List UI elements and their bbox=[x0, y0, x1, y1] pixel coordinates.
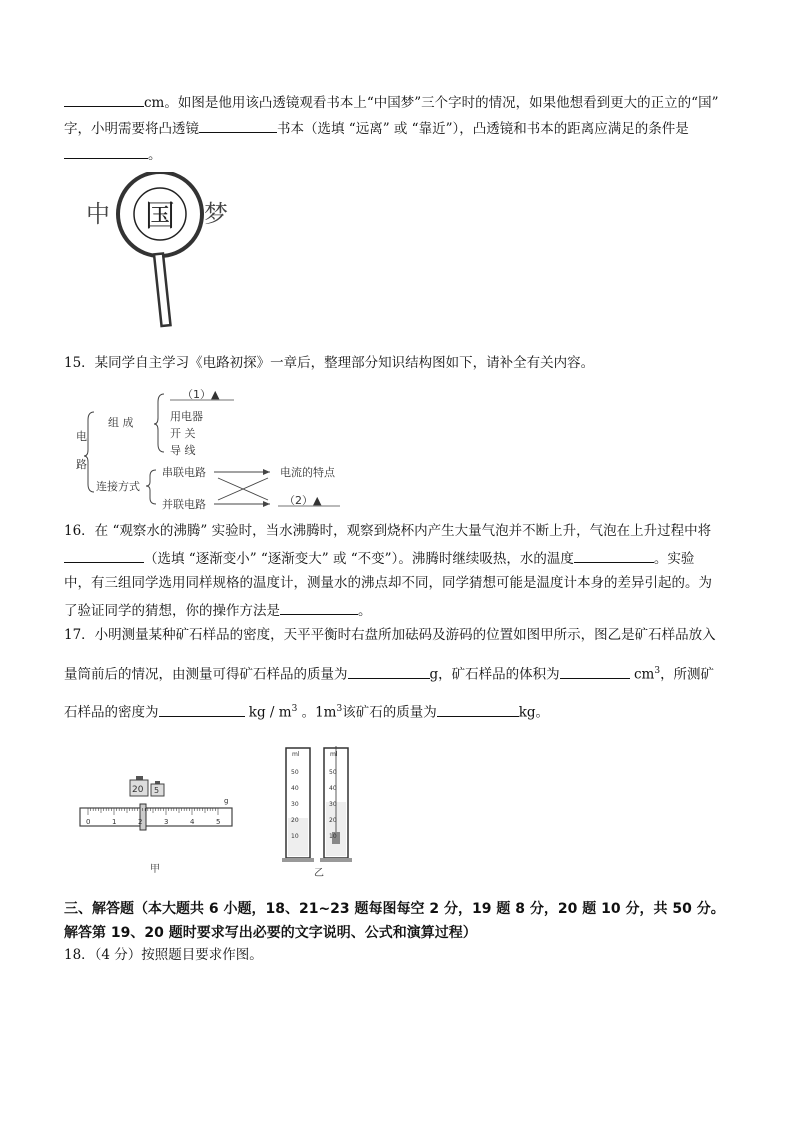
svg-text:5: 5 bbox=[154, 786, 160, 795]
connection-label: 连接方式 bbox=[96, 480, 140, 493]
answer-blank[interactable] bbox=[159, 702, 245, 717]
svg-text:20: 20 bbox=[291, 817, 299, 824]
svg-text:0: 0 bbox=[86, 818, 91, 826]
fig-char-mid: 国 bbox=[145, 199, 175, 234]
composition-label: 组 成 bbox=[108, 416, 134, 429]
parallel-circuit: 并联电路 bbox=[162, 498, 206, 511]
svg-text:10: 10 bbox=[291, 833, 299, 840]
q16-line-1: 16．在 “观察水的沸腾” 实验时，当水沸腾时，观察到烧杯内产生大量气泡并不断上升，气泡在上升过程中将 bbox=[64, 523, 712, 539]
composition-item: 导 线 bbox=[170, 444, 196, 457]
q18-text: 18．（4 分）按照题目要求作图。 bbox=[64, 947, 263, 963]
fig-char-left: 中 bbox=[86, 200, 110, 228]
svg-text:50: 50 bbox=[291, 769, 299, 776]
composition-item: 开 关 bbox=[170, 427, 196, 440]
q16-line-4: 了验证同学的猜想，你的操作方法是 。 bbox=[64, 600, 372, 620]
svg-text:30: 30 bbox=[329, 801, 337, 808]
q16-line-2: （选填 “逐渐变小” “逐渐变大” 或 “不变”）。沸腾时继续吸热，水的温度 。实验 bbox=[64, 548, 694, 568]
q15-text: 15．某同学自主学习《电路初探》一章后，整理部分知识结构图如下，请补全有关内容。 bbox=[64, 355, 595, 371]
series-circuit: 串联电路 bbox=[162, 466, 206, 479]
section-3-heading-line-1: 三、解答题（本大题共 6 小题，18、21~23 题每图每空 2 分，19 题 8 分，20 题 10 分，共 50 分。 bbox=[64, 901, 725, 917]
magnifier-figure bbox=[64, 172, 244, 332]
blank-2: （2）▲ bbox=[284, 494, 322, 507]
svg-text:20: 20 bbox=[329, 817, 337, 824]
q16-line-3: 中，有三组同学选用同样规格的温度计，测量水的沸点却不同，同学猜想可能是温度计本身的差异引起的。为 bbox=[64, 575, 712, 591]
svg-text:g: g bbox=[224, 797, 229, 805]
answer-blank[interactable] bbox=[348, 664, 430, 679]
answer-blank[interactable] bbox=[64, 92, 144, 107]
svg-text:40: 40 bbox=[329, 785, 337, 792]
composition-brace bbox=[154, 394, 164, 452]
connection-brace bbox=[146, 470, 156, 504]
graduated-cylinders bbox=[280, 742, 360, 880]
svg-text:40: 40 bbox=[291, 785, 299, 792]
svg-text:20: 20 bbox=[132, 785, 144, 795]
svg-text:5: 5 bbox=[216, 818, 221, 826]
svg-text:4: 4 bbox=[190, 818, 195, 826]
svg-text:ml: ml bbox=[292, 751, 300, 758]
answer-blank[interactable] bbox=[64, 548, 144, 563]
answer-blank[interactable] bbox=[574, 548, 654, 563]
answer-blank[interactable] bbox=[64, 144, 148, 159]
magnifier-illustration bbox=[64, 172, 244, 332]
answer-blank[interactable] bbox=[560, 664, 630, 679]
q17-line-1: 17．小明测量某种矿石样品的密度，天平平衡时右盘所加砝码及游码的位置如图甲所示，图乙是矿石样品放入 bbox=[64, 627, 716, 643]
answer-blank[interactable] bbox=[199, 118, 277, 133]
answer-blank[interactable] bbox=[437, 702, 519, 717]
fig-char-right: 梦 bbox=[204, 200, 228, 228]
q14-line-3: 。 bbox=[64, 144, 162, 164]
rider bbox=[140, 804, 146, 830]
root-char-bottom: 路 bbox=[76, 458, 87, 471]
svg-text:2: 2 bbox=[138, 818, 143, 826]
svg-text:10: 10 bbox=[329, 833, 337, 840]
q17-line-3: 石样品的密度为 kg / $m^3$ 。$1m^3$该矿石的质量为 kg。 bbox=[64, 700, 549, 722]
section-3-heading-line-2: 解答第 19、20 题时要求写出必要的文字说明、公式和演算过程） bbox=[64, 925, 477, 941]
svg-text:1: 1 bbox=[112, 818, 117, 826]
current-feature: 电流的特点 bbox=[280, 466, 335, 479]
label-yi: 乙 bbox=[314, 868, 324, 879]
balance-figure bbox=[72, 740, 252, 880]
q14-line-1: cm。如图是他用该凸透镜观看书本上“中国梦”三个字时的情况，如果他想看到更大的正立的“国” bbox=[64, 92, 718, 112]
svg-text:3: 3 bbox=[164, 818, 169, 826]
composition-item: 用电器 bbox=[170, 410, 203, 423]
svg-text:ml: ml bbox=[330, 751, 338, 758]
q14-line-2: 字，小明需要将凸透镜 书本（选填 “远离” 或 “靠近”），凸透镜和书本的距离应满足的条件是 bbox=[64, 118, 689, 138]
answer-blank[interactable] bbox=[280, 600, 358, 615]
label-jia: 甲 bbox=[150, 864, 160, 875]
svg-text:30: 30 bbox=[291, 801, 299, 808]
circuit-knowledge-diagram bbox=[64, 384, 364, 514]
q17-line-2: 量筒前后的情况，由测量可得矿石样品的质量为 g，矿石样品的体积为 $cm^3$，所测矿 bbox=[64, 662, 714, 684]
ruler-scale bbox=[80, 808, 232, 826]
root-char-top: 电 bbox=[76, 430, 87, 443]
magnifier-handle bbox=[154, 253, 170, 326]
root-brace bbox=[84, 412, 94, 492]
svg-text:50: 50 bbox=[329, 769, 337, 776]
composition-item: （1）▲ bbox=[182, 388, 220, 401]
